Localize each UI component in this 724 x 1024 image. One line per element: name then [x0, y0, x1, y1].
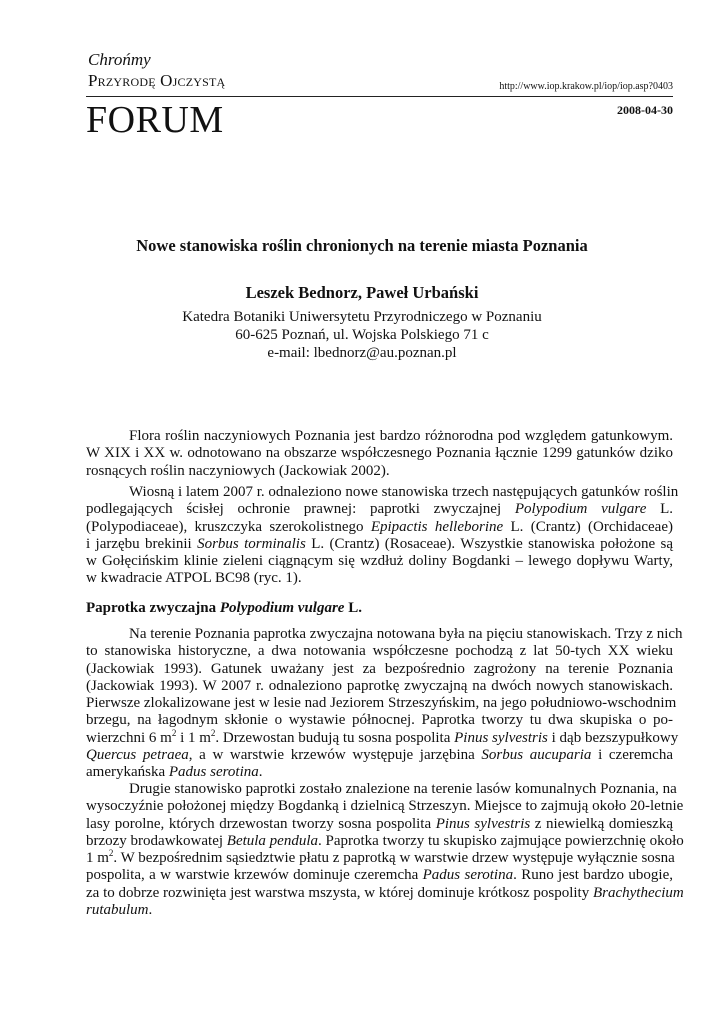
- species-name: Padus serotina: [168, 764, 259, 781]
- text-line: (Jackowiak 1993). W 2007 r. odnaleziono paprotkę zwyczajną na dwóch nowych stanowiskach.: [86, 677, 673, 694]
- paragraph-intro: [86, 428, 673, 480]
- species-name: Pinus sylvestris: [454, 729, 548, 746]
- article-authors: Leszek Bednorz, Paweł Urbański: [245, 283, 479, 302]
- text-line: (Jackowiak 1993). Gatunek uważany jest za bezpośrednio zagrożony na terenie Poznania: [86, 660, 673, 677]
- affiliation-address: 60-625 Poznań, ul. Wojska Polskiego 71 c: [235, 327, 489, 343]
- text-line: wysoczyźnie położonej między Bogdanką i dzielnicą Strzeszyn. Miejsce to zajmują około 20-letnie: [86, 798, 684, 815]
- affiliation-institution: Katedra Botaniki Uniwersytetu Przyrodniczego w Poznaniu: [182, 309, 542, 325]
- journal-url[interactable]: http://www.iop.krakow.pl/iop/iop.asp?0403: [499, 81, 673, 92]
- section-forum: FORUM: [86, 99, 224, 141]
- paragraph-findings: [86, 484, 679, 588]
- species-name: Brachythecium: [592, 884, 684, 901]
- publication-date: 2008-04-30: [617, 103, 673, 117]
- text-line: wierzchni 6 $m^2$ i 1 $m^2$. Drzewostan budują tu sosna pospolita Pinus sylvestris i dąb bezszypułkowy: [86, 727, 679, 746]
- text-line: rosnących roślin naczyniowych (Jackowiak 2002).: [86, 462, 390, 479]
- text-line: 1 $m^2$. W bezpośrednim sąsiedztwie płatu z paprotką w warstwie drzew występuje wyłącznie sosna: [86, 848, 675, 867]
- species-name: Quercus petraea: [86, 747, 189, 764]
- text-line: Flora roślin naczyniowych Poznania jest bardzo różnorodna pod względem gatunkowym.: [129, 428, 673, 444]
- text-line: w kwadracie ATPOL BC98 (ryc. 1).: [86, 570, 302, 587]
- text-line: podlegających ścisłej ochronie prawnej: paprotki zwyczajnej Polypodium vulgare L.: [86, 501, 674, 518]
- paragraph-polypodium-1: [86, 626, 683, 782]
- species-name: Epipactis helleborine: [370, 518, 504, 535]
- text-line: Wiosną i latem 2007 r. odnaleziono nowe stanowiska trzech następujących gatunków roślin: [129, 484, 679, 500]
- text-line: Quercus petraea, a w warstwie krzewów występuje jarzębina Sorbus aucuparia i czeremcha: [86, 747, 673, 764]
- text-line: za to dobrze rozwinięta jest warstwa mszysta, w której dominuje krótkosz pospolity Brachythecium: [86, 884, 684, 901]
- text-line: brzozy brodawkowatej Betula pendula. Paprotka tworzy tu skupisko zajmujące powierzchnię około: [86, 832, 684, 849]
- species-name: Pinus sylvestris: [435, 815, 531, 832]
- text-line: brzegu, na łagodnym skłonie o wystawie północnej. Paprotka tworzy tu dwa skupiska o po-: [86, 712, 673, 729]
- journal-name-line1: Chrońmy: [88, 50, 151, 69]
- paragraph-polypodium-2: [86, 781, 684, 919]
- text-line: Drugie stanowisko paprotki zostało znalezione na terenie lasów komunalnych Poznania, na: [129, 781, 677, 797]
- text-line: w Gołęcińskim klinie zieleni ciągnącym się wzdłuż doliny Bogdanki – lewego dopływu Warty,: [86, 553, 673, 570]
- species-name: Padus serotina: [422, 867, 514, 884]
- species-name: Betula pendula: [226, 832, 319, 849]
- text-line: (Polypodiaceae), kruszczyka szerokolistnego Epipactis helleborine L. (Crantz) (Orchidaceae): [86, 518, 673, 535]
- text-line: rutabulum.: [86, 902, 153, 919]
- journal-name-line2: Przyrodę Ojczystą: [88, 71, 226, 90]
- species-name: rutabulum: [86, 902, 149, 919]
- species-name: Sorbus torminalis: [197, 535, 306, 552]
- section-heading: Paprotka zwyczajna Polypodium vulgare L.: [86, 600, 362, 616]
- species-name: Sorbus aucuparia: [481, 747, 592, 764]
- text-line: Pierwsze zlokalizowane jest w lesie nad Jeziorem Strzeszyńskim, na jego południowo-wschodnim: [86, 695, 677, 712]
- text-line: to stanowiska historyczne, a dwa notowania współczesne pochodzą z lat 50-tych XX wieku: [86, 643, 673, 660]
- text-line: W XIX i XX w. odnotowano na obszarze współczesnego Poznania łącznie 1299 gatunków dziko: [86, 445, 673, 462]
- text-line: i jarzębu brekinii Sorbus torminalis L. (Crantz) (Rosaceae). Wszystkie stanowiska położone są: [86, 535, 674, 552]
- text-line: Na terenie Poznania paprotka zwyczajna notowana była na pięciu stanowiskach. Trzy z nich: [129, 626, 683, 642]
- text-line: amerykańska Padus serotina.: [86, 764, 263, 781]
- text-line: lasy porolne, których drzewostan tworzy sosna pospolita Pinus sylvestris z niewielką domieszką: [86, 815, 673, 832]
- species-name: Polypodium vulgare: [514, 501, 647, 518]
- article-title: Nowe stanowiska roślin chronionych na terenie miasta Poznania: [136, 236, 588, 255]
- affiliation-email[interactable]: e-mail: lbednorz@au.poznan.pl: [267, 345, 457, 361]
- text-line: pospolita, a w warstwie krzewów dominuje czeremcha Padus serotina. Runo jest bardzo ubogie,: [86, 867, 673, 884]
- header-divider: [86, 96, 673, 97]
